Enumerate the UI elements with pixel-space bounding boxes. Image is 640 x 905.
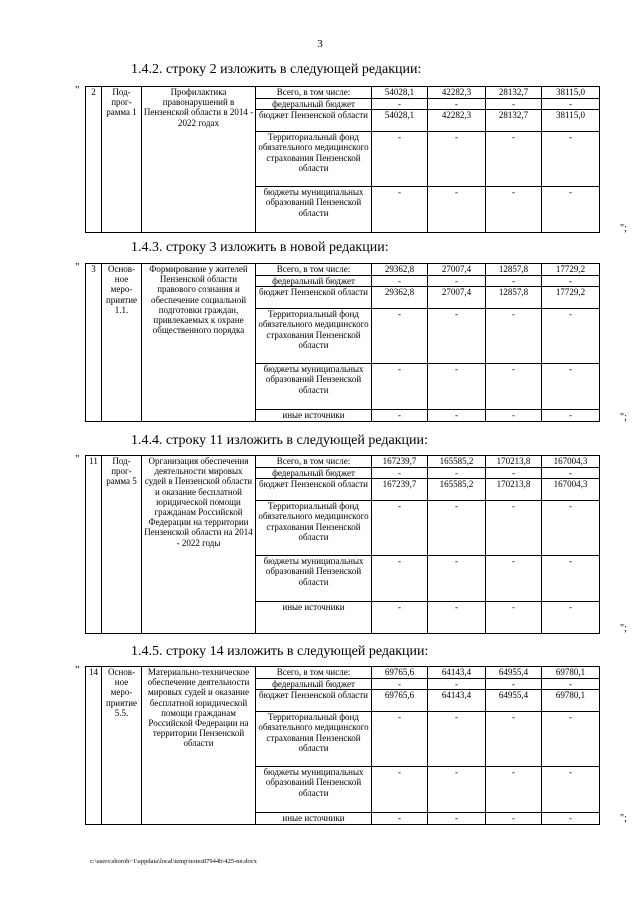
amount-cell: 64955,4	[486, 667, 542, 679]
amount-cell: 165585,2	[428, 479, 486, 501]
amount-cell: -	[372, 364, 428, 410]
amount-cell: 12857,8	[486, 287, 542, 309]
amount-cell: -	[486, 468, 542, 479]
amount-cell: -	[542, 187, 600, 233]
amount-cell: -	[372, 99, 428, 110]
amount-cell: -	[486, 276, 542, 287]
funding-source-cell: бюджет Пензенской области	[256, 287, 372, 309]
amount-cell: -	[486, 712, 542, 767]
amount-cell: -	[372, 501, 428, 556]
amount-cell: 28132,7	[486, 110, 542, 132]
opening-quote: "	[75, 664, 80, 676]
amount-cell: -	[542, 276, 600, 287]
opening-quote: "	[75, 453, 80, 465]
amount-cell: -	[428, 602, 486, 634]
amount-cell: 54028,1	[372, 87, 428, 99]
amount-cell: -	[486, 767, 542, 813]
amount-cell: -	[428, 813, 486, 825]
amount-cell: 167239,7	[372, 456, 428, 468]
closing-quote: ";	[620, 623, 627, 634]
amendment-table	[85, 86, 600, 233]
amount-cell: 12857,8	[486, 264, 542, 276]
amount-cell: -	[542, 767, 600, 813]
table-row	[86, 667, 600, 679]
amount-cell: 27007,4	[428, 264, 486, 276]
funding-source-cell: бюджеты муниципальных образований Пензенской области	[256, 364, 372, 410]
row-number-cell: 11	[86, 456, 102, 634]
funding-source-cell: бюджеты муниципальных образований Пензенской области	[256, 187, 372, 233]
amount-cell: -	[486, 410, 542, 422]
amount-cell: -	[486, 556, 542, 602]
funding-source-cell: Территориальный фонд обязательного медицинского страхования Пензенской области	[256, 501, 372, 556]
amendment-table	[85, 455, 600, 634]
funding-source-cell: федеральный бюджет	[256, 99, 372, 110]
amount-cell: -	[486, 679, 542, 690]
amount-cell: -	[542, 602, 600, 634]
amendment-table	[85, 666, 600, 825]
footer-file-path: c:\users\shoroh~1\appdata\local\temp\notes87944b\425-nn.docx	[90, 858, 257, 865]
amount-cell: -	[542, 410, 600, 422]
amount-cell: 165585,2	[428, 456, 486, 468]
program-name-cell: Формирование у жителей Пензенской области правового сознания и обеспечение социальной подготовки граждан, привлекаемых к охране общественного порядка	[142, 264, 256, 422]
amount-cell: 170213,8	[486, 456, 542, 468]
amount-cell: 17729,2	[542, 287, 600, 309]
section-heading: 1.4.2. строку 2 изложить в следующей редакции:	[131, 62, 422, 77]
funding-source-cell: Территориальный фонд обязательного медицинского страхования Пензенской области	[256, 712, 372, 767]
amount-cell: -	[428, 501, 486, 556]
funding-source-cell: федеральный бюджет	[256, 679, 372, 690]
page-number: 3	[317, 38, 323, 50]
amount-cell: -	[542, 364, 600, 410]
amount-cell: -	[372, 276, 428, 287]
amount-cell: -	[542, 556, 600, 602]
funding-source-cell: Всего, в том числе:	[256, 87, 372, 99]
amount-cell: 167004,3	[542, 456, 600, 468]
amount-cell: -	[428, 468, 486, 479]
amount-cell: 167004,3	[542, 479, 600, 501]
amount-cell: 29362,8	[372, 264, 428, 276]
section-heading: 1.4.4. строку 11 изложить в следующей редакции:	[131, 433, 428, 448]
program-name-cell: Профилактика правонарушений в Пензенской области в 2014 - 2022 годах	[142, 87, 256, 233]
amount-cell: -	[428, 679, 486, 690]
amount-cell: -	[372, 187, 428, 233]
amount-cell: -	[486, 132, 542, 187]
amount-cell: 69765,6	[372, 667, 428, 679]
funding-source-cell: иные источники	[256, 410, 372, 422]
closing-quote: ";	[620, 223, 627, 234]
funding-source-cell: Всего, в том числе:	[256, 667, 372, 679]
amount-cell: 29362,8	[372, 287, 428, 309]
program-cell: Под-прог-рамма 5	[102, 456, 142, 634]
row-number-cell: 14	[86, 667, 102, 825]
amount-cell: -	[372, 468, 428, 479]
closing-quote: ";	[620, 412, 627, 423]
program-cell: Основ-ное меро-приятие 1.1.	[102, 264, 142, 422]
amount-cell: -	[428, 556, 486, 602]
amount-cell: -	[428, 712, 486, 767]
funding-source-cell: Всего, в том числе:	[256, 264, 372, 276]
section-heading: 1.4.5. строку 14 изложить в следующей редакции:	[131, 644, 429, 659]
amount-cell: -	[372, 813, 428, 825]
amount-cell: -	[428, 99, 486, 110]
funding-source-cell: иные источники	[256, 602, 372, 634]
amount-cell: -	[428, 132, 486, 187]
amount-cell: -	[428, 767, 486, 813]
amount-cell: -	[542, 309, 600, 364]
table-row	[86, 264, 600, 276]
amount-cell: 64143,4	[428, 690, 486, 712]
amount-cell: -	[542, 132, 600, 187]
amount-cell: -	[542, 813, 600, 825]
funding-source-cell: иные источники	[256, 813, 372, 825]
amount-cell: 38115,0	[542, 110, 600, 132]
funding-source-cell: бюджеты муниципальных образований Пензенской области	[256, 767, 372, 813]
program-name-cell: Материально-техническое обеспечение деятельности мировых судей и оказание бесплатной юридической помощи гражданам Российской Федерации на территории Пензенской области	[142, 667, 256, 825]
amount-cell: 69780,1	[542, 667, 600, 679]
funding-source-cell: бюджет Пензенской области	[256, 690, 372, 712]
amount-cell: -	[486, 602, 542, 634]
amount-cell: 64955,4	[486, 690, 542, 712]
amount-cell: 167239,7	[372, 479, 428, 501]
opening-quote: "	[75, 84, 80, 96]
funding-source-cell: бюджет Пензенской области	[256, 110, 372, 132]
amount-cell: -	[542, 468, 600, 479]
amount-cell: -	[428, 410, 486, 422]
amount-cell: -	[372, 602, 428, 634]
amount-cell: -	[486, 364, 542, 410]
amount-cell: -	[372, 767, 428, 813]
amount-cell: -	[486, 99, 542, 110]
amount-cell: 17729,2	[542, 264, 600, 276]
opening-quote: "	[75, 261, 80, 273]
amount-cell: -	[428, 187, 486, 233]
table-row	[86, 456, 600, 468]
amount-cell: -	[372, 679, 428, 690]
amount-cell: -	[486, 501, 542, 556]
funding-source-cell: федеральный бюджет	[256, 468, 372, 479]
amount-cell: 64143,4	[428, 667, 486, 679]
closing-quote: ";	[620, 813, 627, 824]
amount-cell: 27007,4	[428, 287, 486, 309]
amount-cell: -	[542, 501, 600, 556]
program-cell: Под-прог-рамма 1	[102, 87, 142, 233]
amount-cell: -	[486, 813, 542, 825]
amount-cell: -	[542, 712, 600, 767]
amount-cell: 42282,3	[428, 110, 486, 132]
amount-cell: -	[486, 309, 542, 364]
amount-cell: 69765,6	[372, 690, 428, 712]
amount-cell: -	[372, 556, 428, 602]
amount-cell: -	[372, 309, 428, 364]
amendment-table	[85, 263, 600, 422]
amount-cell: 54028,1	[372, 110, 428, 132]
amount-cell: 69780,1	[542, 690, 600, 712]
program-cell: Основ-ное меро-приятие 5.5.	[102, 667, 142, 825]
amount-cell: -	[372, 712, 428, 767]
funding-source-cell: Всего, в том числе:	[256, 456, 372, 468]
funding-source-cell: Территориальный фонд обязательного медицинского страхования Пензенской области	[256, 132, 372, 187]
amount-cell: -	[486, 187, 542, 233]
program-name-cell: Организация обеспечения деятельности мировых судей в Пензенской области и оказание бесплатной юридической помощи гражданам Российской Федерации на территории Пензенской области на 2014 - 2022 годы	[142, 456, 256, 634]
amount-cell: -	[428, 364, 486, 410]
row-number-cell: 2	[86, 87, 102, 233]
table-row	[86, 87, 600, 99]
amount-cell: -	[372, 132, 428, 187]
amount-cell: -	[428, 309, 486, 364]
amount-cell: -	[372, 410, 428, 422]
amount-cell: -	[428, 276, 486, 287]
amount-cell: -	[542, 99, 600, 110]
amount-cell: 170213,8	[486, 479, 542, 501]
funding-source-cell: бюджеты муниципальных образований Пензенской области	[256, 556, 372, 602]
amount-cell: 38115,0	[542, 87, 600, 99]
funding-source-cell: бюджет Пензенской области	[256, 479, 372, 501]
amount-cell: 42282,3	[428, 87, 486, 99]
section-heading: 1.4.3. строку 3 изложить в новой редакции:	[131, 240, 389, 255]
amount-cell: 28132,7	[486, 87, 542, 99]
amount-cell: -	[542, 679, 600, 690]
funding-source-cell: Территориальный фонд обязательного медицинского страхования Пензенской области	[256, 309, 372, 364]
funding-source-cell: федеральный бюджет	[256, 276, 372, 287]
row-number-cell: 3	[86, 264, 102, 422]
